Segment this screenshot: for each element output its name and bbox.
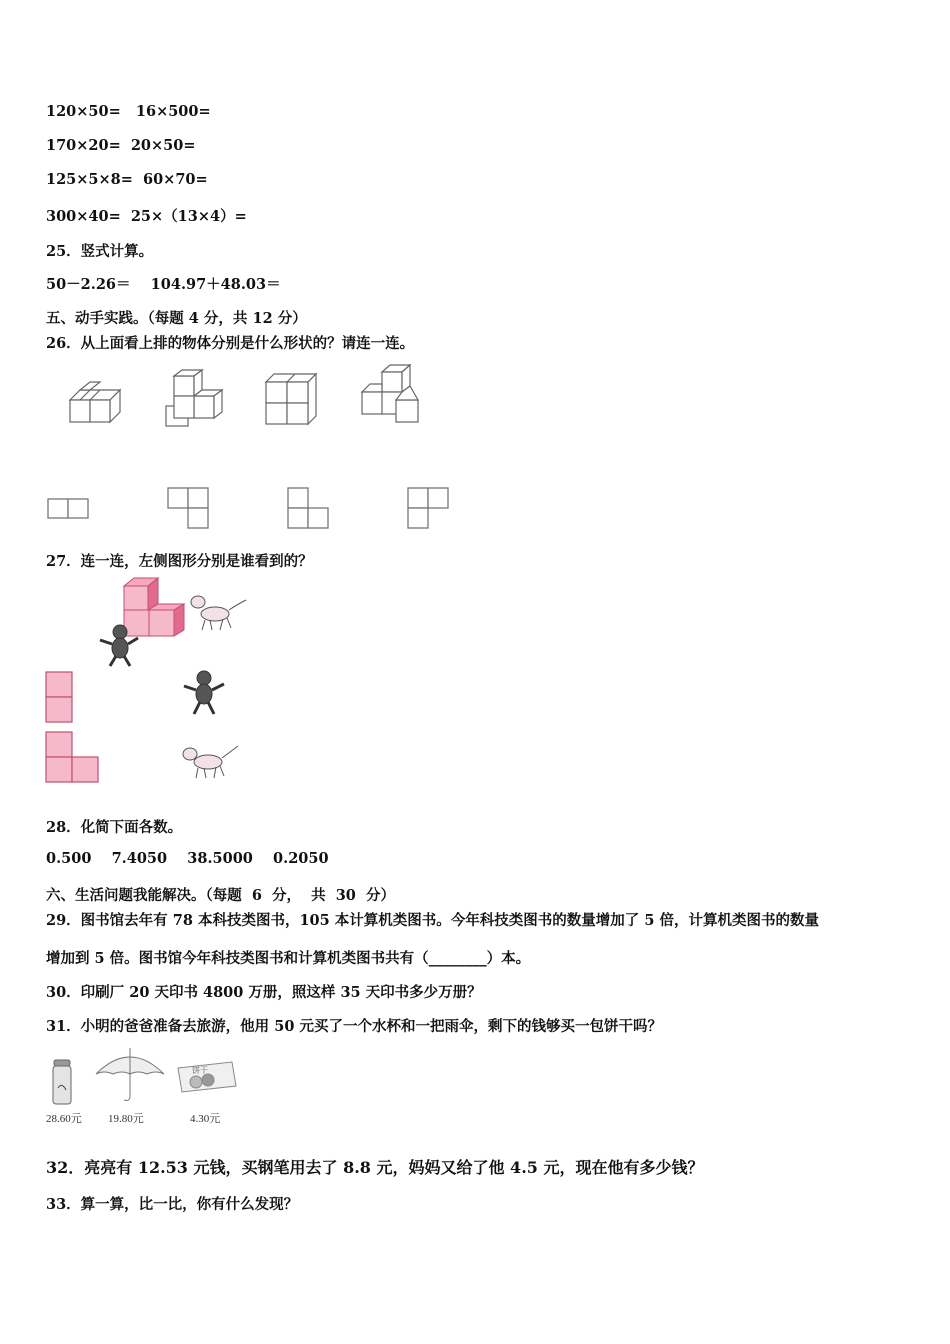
dog-icon: [191, 596, 246, 630]
calc-row-4: 300×40= 25×（13×4）=: [46, 208, 247, 225]
monkey-icon: [178, 666, 230, 718]
q31-text: 31．小明的爸爸准备去旅游，他用 50 元买了一个水杯和一把雨伞，剩下的钱够买一包饼干吗？: [46, 1018, 662, 1035]
q30-text: 30．印刷厂 20 天印书 4800 万册，照这样 35 天印书多少万册？: [46, 984, 482, 1001]
calc-row-3: 125×5×8= 60×70=: [46, 171, 208, 188]
top-view-2: [166, 486, 212, 530]
q28-numbers: 0.500 7.4050 38.5000 0.2050: [46, 850, 329, 867]
top-view-1: [46, 496, 92, 522]
umbrella-icon: [94, 1044, 166, 1106]
section-6-title: 六、生活问题我能解决。（每题 6 分， 共 30 分）: [46, 887, 395, 904]
q32-text: 32．亮亮有 12.53 元钱，买钢笔用去了 8.8 元，妈妈又给了他 4.5 元，现在他有多少钱？: [46, 1158, 704, 1177]
q25-title: 25．竖式计算。: [46, 243, 154, 260]
biscuit-pack-icon: [174, 1060, 238, 1096]
section-5-title: 五、动手实践。（每题 4 分，共 12 分）: [46, 310, 307, 327]
water-cup-icon: [50, 1058, 76, 1108]
cube-figure-1: [62, 378, 126, 428]
calc-row-1: 120×50= 16×500=: [46, 103, 211, 120]
q25-expressions: 50－2.26＝ 104.97＋48.03＝: [46, 276, 281, 293]
q29-line-1: 29．图书馆去年有 78 本科技类图书，105 本计算机类图书。今年科技类图书的数量增加了 5 倍，计算机类图书的数量: [46, 912, 819, 929]
calc-row-2: 170×20= 20×50=: [46, 137, 196, 154]
price-biscuit: 4.30元: [190, 1113, 221, 1125]
price-umbrella: 19.80元: [108, 1113, 144, 1125]
shape-l-three: [44, 730, 102, 786]
cube-figure-3: [262, 370, 322, 428]
top-view-3: [286, 486, 332, 530]
q27-title: 27．连一连，左侧图形分别是谁看到的？: [46, 553, 313, 570]
dog-icon: [178, 736, 244, 782]
pink-cubes-scene: [90, 574, 255, 670]
top-view-4: [406, 486, 452, 530]
q33-text: 33．算一算，比一比，你有什么发现？: [46, 1196, 299, 1213]
q29-line-2: 增加到 5 倍。图书馆今年科技类图书和计算机类图书共有（________）本。: [46, 950, 531, 967]
q26-title: 26．从上面看上排的物体分别是什么形状的？请连一连。: [46, 335, 415, 352]
cube-figure-2: [160, 368, 226, 430]
price-cup: 28.60元: [46, 1113, 82, 1125]
q28-title: 28．化简下面各数。: [46, 819, 183, 836]
biscuit-label: 饼干: [192, 1066, 208, 1075]
shape-vertical-two: [44, 670, 76, 726]
cube-figure-4: [358, 362, 424, 428]
